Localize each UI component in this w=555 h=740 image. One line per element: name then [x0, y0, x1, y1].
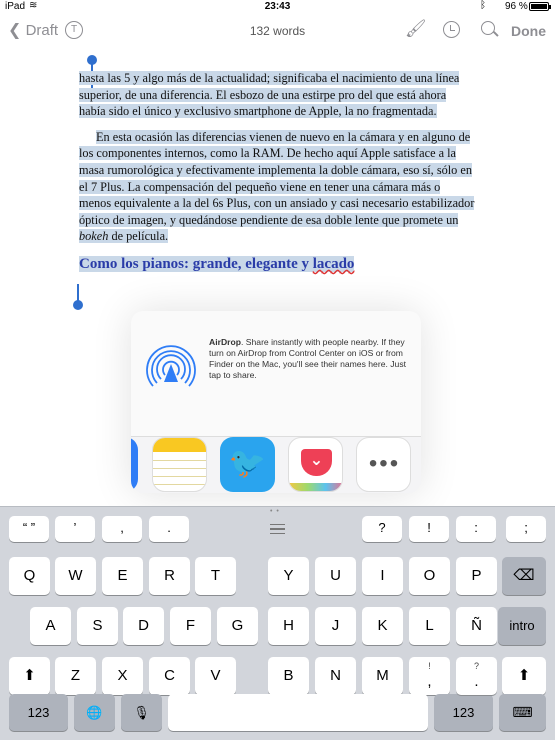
- key-j[interactable]: J: [315, 607, 356, 645]
- paragraph-text: de película.: [108, 229, 169, 244]
- document-body[interactable]: [79, 70, 475, 274]
- pocket-logo-icon: ⌄: [301, 449, 332, 476]
- notes-app-icon[interactable]: [152, 437, 207, 492]
- key-g[interactable]: G: [217, 607, 258, 645]
- history-clock-icon[interactable]: [443, 21, 460, 38]
- key-a[interactable]: A: [30, 607, 71, 645]
- return-key[interactable]: intro: [498, 607, 546, 645]
- share-sheet: [131, 311, 421, 493]
- shift-right-key[interactable]: ⬆: [502, 657, 546, 695]
- chevron-left-icon: ❮: [8, 22, 22, 39]
- done-button[interactable]: Done: [511, 23, 546, 39]
- heading-text: Como los pianos: grande, elegante y: [79, 255, 313, 272]
- key-z[interactable]: Z: [55, 657, 96, 695]
- key-exclamation[interactable]: !: [409, 516, 449, 542]
- airdrop-icon: [146, 338, 196, 388]
- delete-key[interactable]: ⌫: [502, 557, 546, 595]
- key-enye[interactable]: Ñ: [456, 607, 497, 645]
- key-x[interactable]: X: [102, 657, 143, 695]
- numbers-key-right[interactable]: 123: [434, 694, 493, 731]
- twitter-app-icon[interactable]: [220, 437, 275, 492]
- key-main-label: .: [474, 673, 479, 690]
- key-f[interactable]: F: [170, 607, 211, 645]
- key-u[interactable]: U: [315, 557, 356, 595]
- key-b[interactable]: B: [268, 657, 309, 695]
- more-dots: •••: [368, 450, 401, 477]
- airdrop-section[interactable]: [131, 311, 421, 437]
- key-t[interactable]: T: [195, 557, 236, 595]
- space-bar[interactable]: [168, 694, 428, 731]
- key-alt-label: ?: [473, 661, 479, 671]
- key-colon[interactable]: :: [456, 516, 496, 542]
- key-y[interactable]: Y: [268, 557, 309, 595]
- globe-icon[interactable]: 🌐: [74, 694, 115, 731]
- key-l[interactable]: L: [409, 607, 450, 645]
- key-v[interactable]: V: [195, 657, 236, 695]
- device-name: iPad: [5, 1, 26, 12]
- key-q[interactable]: Q: [9, 557, 50, 595]
- section-heading: [79, 254, 475, 274]
- keyboard-dismiss-icon[interactable]: ⌨: [499, 694, 546, 731]
- italic-text: bokeh: [79, 229, 109, 244]
- bluetooth-icon: ᛒ: [480, 0, 486, 11]
- twitter-bird-icon: 🐦: [228, 447, 267, 480]
- key-r[interactable]: R: [149, 557, 190, 595]
- key-quotes[interactable]: “ ”: [9, 516, 49, 542]
- page-indicator: • •: [270, 508, 280, 515]
- key-w[interactable]: W: [55, 557, 96, 595]
- typewriter-mode-icon[interactable]: T: [65, 21, 83, 39]
- key-o[interactable]: O: [409, 557, 450, 595]
- key-c[interactable]: C: [149, 657, 190, 695]
- key-k[interactable]: K: [362, 607, 403, 645]
- key-m[interactable]: M: [362, 657, 403, 695]
- paragraph: [79, 129, 475, 245]
- brush-icon[interactable]: 🖌: [405, 19, 427, 38]
- airdrop-title: AirDrop: [209, 337, 241, 347]
- paragraph-text: En esta ocasión las diferencias vienen de nuevo en la cámara y en alguno de los componentes internos, como la RAM. De hecho aquí Apple satisface a la masa rumorológica y efectivamente implementa la doble cámara, eso sí, sólo en el 7 Plus. La compensación del pequeño viene en tener una cámara más o menos equivalente a la del 6s Plus, con un ansiado y casi necesario estabilizador óptico de imagen, y quedándose pendiente de esa doble lente que promete un: [79, 129, 475, 227]
- selection-end-handle[interactable]: [77, 284, 79, 306]
- key-d[interactable]: D: [123, 607, 164, 645]
- key-n[interactable]: N: [315, 657, 356, 695]
- key-comma-exclaim[interactable]: [409, 657, 450, 695]
- key-e[interactable]: E: [102, 557, 143, 595]
- key-alt-label: !: [428, 661, 431, 671]
- airdrop-description: [209, 337, 414, 381]
- microphone-icon[interactable]: 🎙: [121, 694, 162, 731]
- key-apostrophe[interactable]: ’: [55, 516, 95, 542]
- key-s[interactable]: S: [77, 607, 118, 645]
- key-semicolon[interactable]: ;: [506, 516, 546, 542]
- shift-left-key[interactable]: ⬆: [9, 657, 50, 695]
- wifi-icon: ≋: [29, 0, 38, 11]
- key-main-label: ,: [427, 673, 432, 690]
- selected-text: [79, 256, 354, 272]
- airdrop-text: . Share instantly with people nearby. If they turn on AirDrop from Control Center on iOS or from Finder on the Mac, you'll see their names here. Just tap to share.: [209, 337, 407, 380]
- key-question[interactable]: ?: [362, 516, 402, 542]
- back-label: Draft: [25, 22, 59, 39]
- selected-text: hasta las 5 y algo más de la actualidad; significaba el nacimiento de una línea superior, de una diferencia. El esbozo de una estirpe pro del que está ahora había sido el único y exclusivo smartphone de Apple, la no fragmentada.: [79, 71, 460, 119]
- word-count[interactable]: 132 words: [249, 24, 306, 38]
- numbers-key-left[interactable]: 123: [9, 694, 68, 731]
- key-period[interactable]: .: [149, 516, 189, 542]
- key-comma[interactable]: ,: [102, 516, 142, 542]
- key-p[interactable]: P: [456, 557, 497, 595]
- battery-percent: 96 %: [505, 1, 528, 12]
- key-period-question[interactable]: [456, 657, 497, 695]
- share-apps-row: [131, 437, 421, 493]
- keyboard-handle-icon[interactable]: [270, 524, 285, 534]
- keyboard: [0, 506, 555, 740]
- partial-app-icon[interactable]: [131, 437, 138, 492]
- editor-toolbar: [0, 14, 555, 46]
- search-icon[interactable]: [481, 21, 495, 35]
- more-icon[interactable]: [356, 437, 411, 492]
- status-bar: [0, 0, 555, 14]
- key-h[interactable]: H: [268, 607, 309, 645]
- key-i[interactable]: I: [362, 557, 403, 595]
- misspelled-word: lacado: [312, 255, 355, 272]
- selected-text: [79, 130, 474, 244]
- battery-icon: [529, 2, 549, 11]
- pocket-app-icon[interactable]: [288, 437, 343, 492]
- clock-time: 23:43: [264, 1, 291, 12]
- paragraph: [79, 70, 475, 120]
